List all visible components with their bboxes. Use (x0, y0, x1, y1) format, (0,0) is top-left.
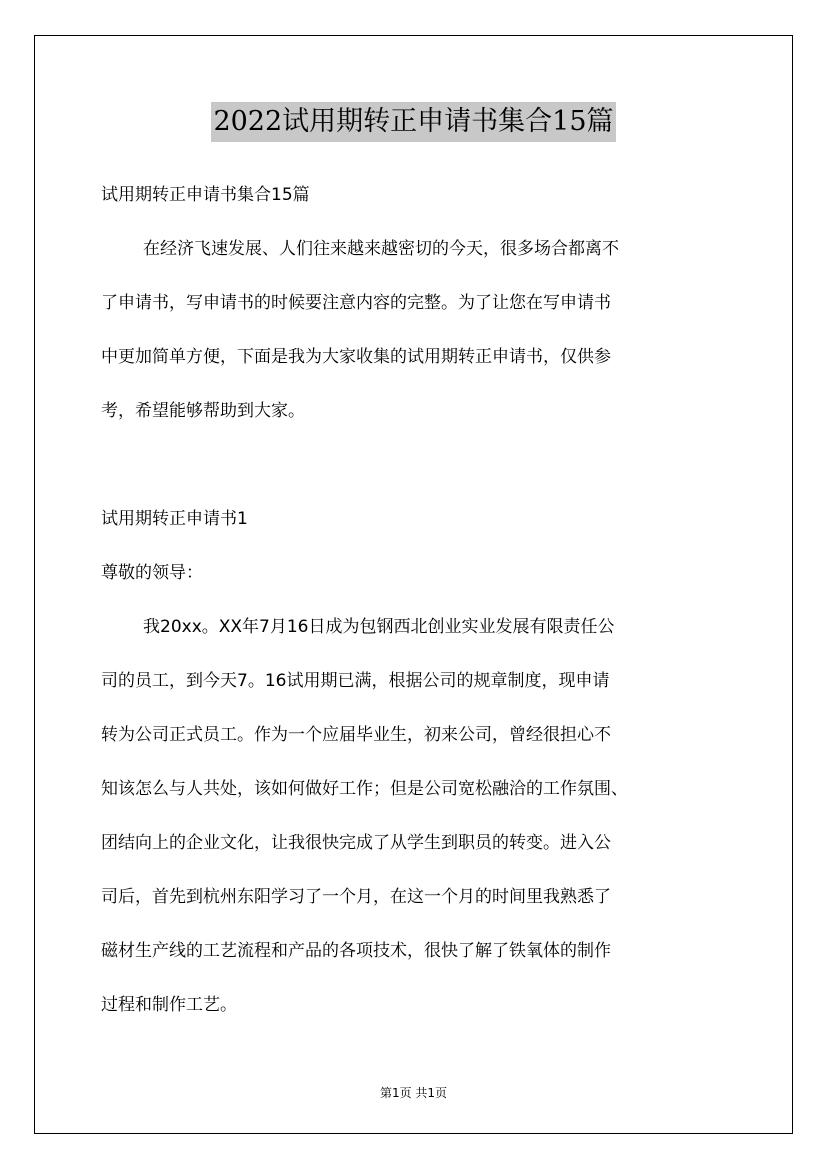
intro-line-2: 了申请书，写申请书的时候要注意内容的完整。为了让您在写申请书 (101, 293, 611, 313)
body-line-3: 转为公司正式员工。作为一个应届毕业生，初来公司，曾经很担心不 (101, 725, 611, 745)
salutation: 尊敬的领导： (101, 563, 203, 583)
body-line-5: 团结向上的企业文化，让我很快完成了从学生到职员的转变。进入公 (101, 833, 611, 853)
intro-line-3: 中更加简单方便，下面是我为大家收集的试用期转正申请书，仅供参 (101, 347, 611, 367)
intro-line-4: 考，希望能够帮助到大家。 (101, 401, 305, 421)
body-line-6: 司后，首先到杭州东阳学习了一个月，在这一个月的时间里我熟悉了 (101, 887, 611, 907)
body-line-8: 过程和制作工艺。 (101, 995, 237, 1015)
document-title: 2022试用期转正申请书集合15篇 (211, 102, 615, 142)
document-subtitle: 试用期转正申请书集合15篇 (101, 185, 310, 205)
intro-line-1: 在经济飞速发展、人们往来越来越密切的今天，很多场合都离不 (143, 239, 619, 259)
body-line-7: 磁材生产线的工艺流程和产品的各项技术，很快了解了铁氧体的制作 (101, 941, 611, 961)
body-line-1: 我20xx。XX年7月16日成为包钢西北创业实业发展有限责任公 (143, 617, 615, 637)
page-footer: 第1页 共1页 (379, 1086, 448, 1100)
section-heading: 试用期转正申请书1 (101, 509, 248, 529)
body-line-4: 知该怎么与人共处，该如何做好工作；但是公司宽松融洽的工作氛围、 (101, 779, 628, 799)
body-line-2: 司的员工，到今天7。16试用期已满，根据公司的规章制度，现申请 (101, 671, 610, 691)
title-container (0, 102, 827, 142)
